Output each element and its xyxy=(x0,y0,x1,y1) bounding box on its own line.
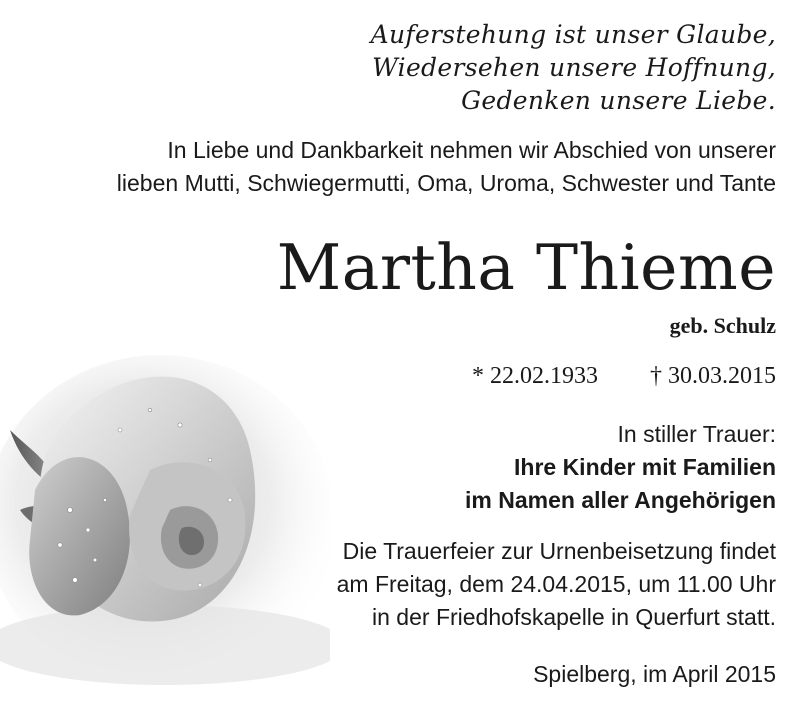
deceased-name: Martha Thieme xyxy=(276,231,776,304)
motto-line: Wiedersehen unsere Hoffnung, xyxy=(372,53,776,82)
mourners-block xyxy=(465,418,776,517)
service-line: Die Trauerfeier zur Urnenbeisetzung findet xyxy=(342,538,776,564)
mourners-line: im Namen aller Angehörigen xyxy=(465,487,776,513)
service-line: am Freitag, dem 24.04.2015, um 11.00 Uhr xyxy=(336,571,776,597)
service-line: in der Friedhofskapelle in Querfurt statt. xyxy=(372,604,776,630)
motto-verse xyxy=(371,18,776,117)
motto-line: Auferstehung ist unser Glaube, xyxy=(370,20,776,49)
farewell-intro xyxy=(117,134,776,200)
motto-line: Gedenken unsere Liebe. xyxy=(461,86,776,115)
intro-line: In Liebe und Dankbarkeit nehmen wir Abschied von unserer xyxy=(167,137,776,163)
funeral-service-info xyxy=(337,535,776,634)
white-rose-image xyxy=(0,340,330,711)
death-date: † 30.03.2015 xyxy=(650,363,776,389)
maiden-name: geb. Schulz xyxy=(669,313,776,338)
birth-date: * 22.02.1933 xyxy=(472,363,598,389)
life-dates xyxy=(472,360,776,392)
mourners-intro: In stiller Trauer: xyxy=(617,421,776,447)
mourners-line: Ihre Kinder mit Familien xyxy=(514,454,776,480)
place-and-date: Spielberg, im April 2015 xyxy=(533,661,776,687)
intro-line: lieben Mutti, Schwiegermutti, Oma, Uroma, Schwester und Tante xyxy=(116,170,776,196)
